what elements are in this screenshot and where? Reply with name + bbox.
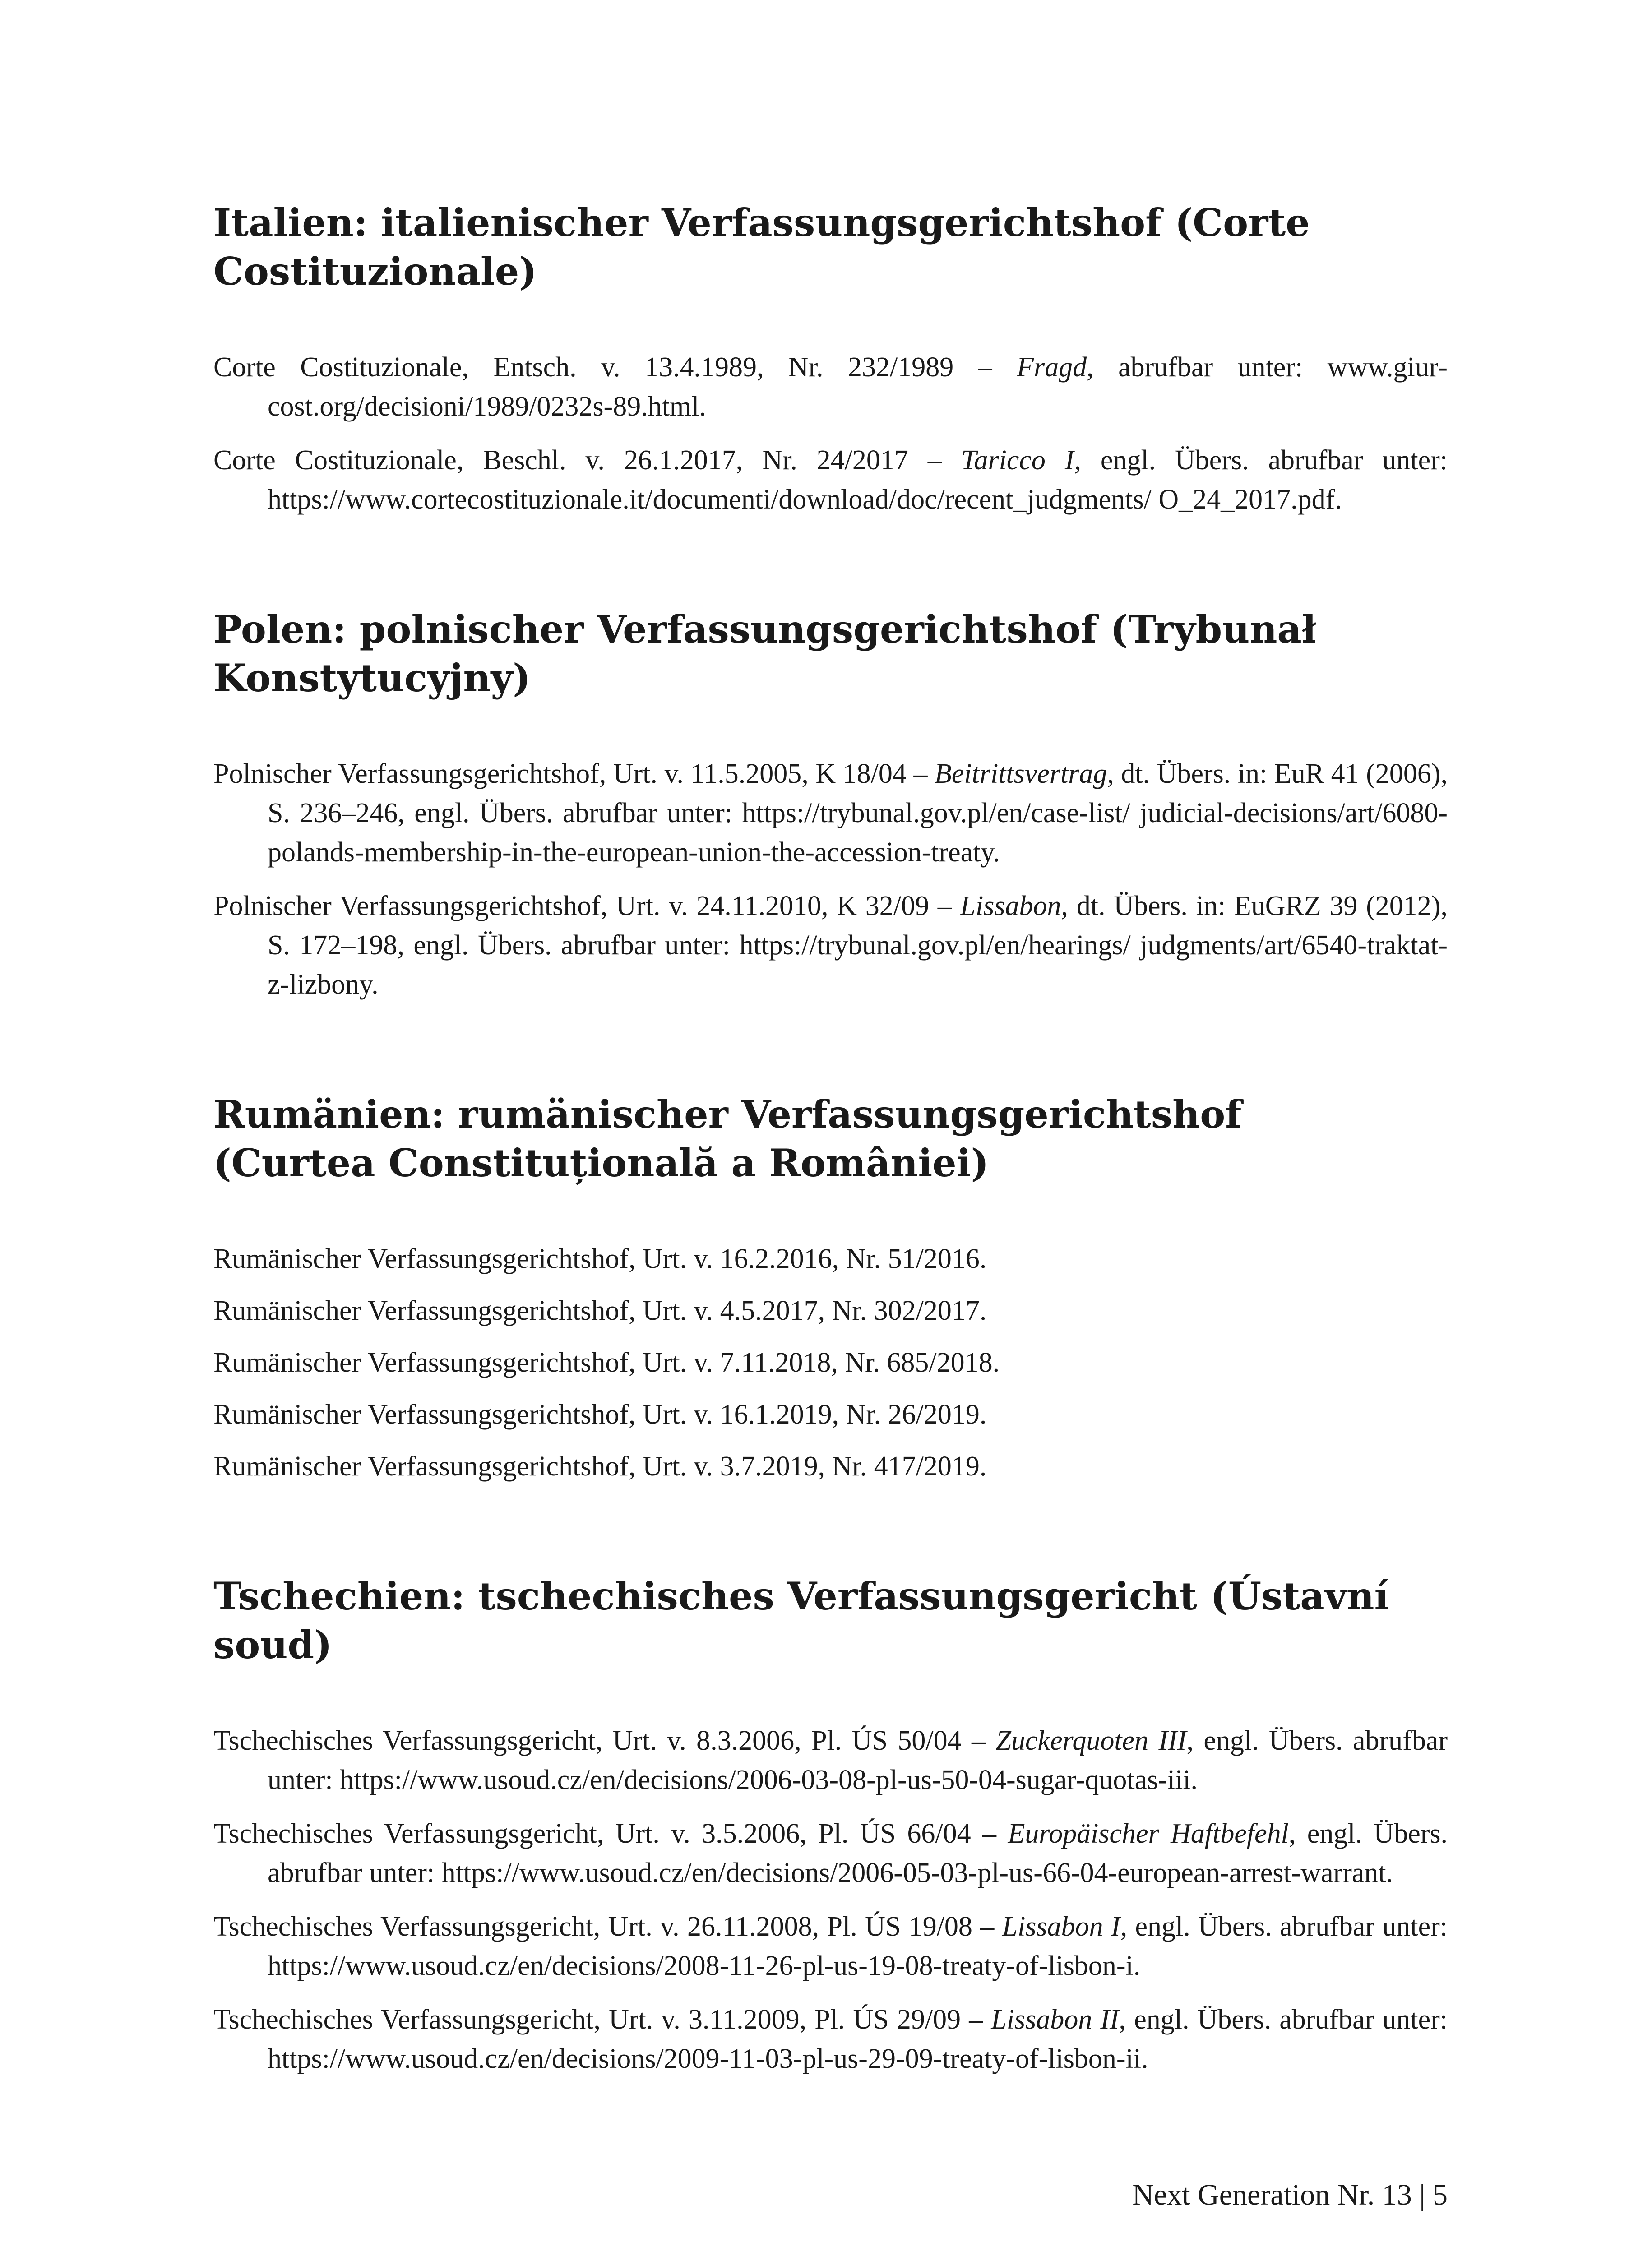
- reference-entry: Corte Costituzionale, Entsch. v. 13.4.1989, Nr. 232/1989 – Fragd, abrufbar unter: www.giurcost.org/decisioni/1989/0232s-89.html.: [213, 352, 1448, 422]
- reference-entry: Corte Costituzionale, Beschl. v. 26.1.2017, Nr. 24/2017 – Taricco I, engl. Übers. abrufbar unter: https://www.cortecostituzionale.it/documenti/download/doc/recent_judgments/ O_24_2017.pdf.: [213, 445, 1448, 515]
- page-footer: Next Generation Nr. 13 | 5: [1132, 2178, 1448, 2211]
- section-italien: [213, 199, 1448, 519]
- page-content: [213, 199, 1448, 2164]
- reference-entry: Rumänischer Verfassungsgerichtshof, Urt. v. 7.11.2018, Nr. 685/2018.: [213, 1347, 1000, 1378]
- reference-entry: Polnischer Verfassungsgerichtshof, Urt. v. 11.5.2005, K 18/04 – Beitrittsvertrag, dt. Übers. in: EuR 41 (2006), S. 236–246, engl. Übers. abrufbar unter: https://trybunal.gov.pl/en/case-list/ judicial-decisions/art/6080-polands-membership-in-the-european-union-the-accession-treaty.: [213, 758, 1448, 868]
- reference-entry: Rumänischer Verfassungsgerichtshof, Urt. v. 16.1.2019, Nr. 26/2019.: [213, 1399, 987, 1430]
- reference-entry: Rumänischer Verfassungsgerichtshof, Urt. v. 16.2.2016, Nr. 51/2016.: [213, 1244, 987, 1274]
- section-heading: Polen: polnischer Verfassungsgerichtshof (Trybunał Konstytucyjny): [213, 607, 1317, 700]
- section-polen: [213, 605, 1448, 1004]
- reference-entry: Rumänischer Verfassungsgerichtshof, Urt. v. 4.5.2017, Nr. 302/2017.: [213, 1295, 987, 1326]
- section-heading: Rumänien: rumänischer Verfassungsgerichtshof (Curtea Constituțională a României): [213, 1092, 1242, 1185]
- reference-entry: Tschechisches Verfassungsgericht, Urt. v. 8.3.2006, Pl. ÚS 50/04 – Zuckerquoten III, engl. Übers. abrufbar unter: https://www.usoud.cz/en/decisions/2006-03-08-pl-us-50-04-sugar-quotas-iii.: [213, 1725, 1448, 1795]
- reference-entry: Polnischer Verfassungsgerichtshof, Urt. v. 24.11.2010, K 32/09 – Lissabon, dt. Übers. in: EuGRZ 39 (2012), S. 172–198, engl. Übers. abrufbar unter: https://trybunal.gov.pl/en/hearings/ judgments/art/6540-traktat-z-lizbony.: [213, 891, 1448, 1000]
- reference-entry: Rumänischer Verfassungsgerichtshof, Urt. v. 3.7.2019, Nr. 417/2019.: [213, 1451, 987, 1482]
- reference-entry: Tschechisches Verfassungsgericht, Urt. v. 26.11.2008, Pl. ÚS 19/08 – Lissabon I, engl. Übers. abrufbar unter: https://www.usoud.cz/en/decisions/2008-11-26-pl-us-19-08-treaty-of-lisbon-i.: [213, 1911, 1448, 1981]
- section-rumaenien: [213, 1090, 1448, 1486]
- section-heading: Italien: italienischer Verfassungsgerichtshof (Corte Costituzionale): [213, 200, 1310, 294]
- section-tschechien: [213, 1572, 1448, 2079]
- section-heading: Tschechien: tschechisches Verfassungsgericht (Ústavní soud): [213, 1574, 1389, 1667]
- reference-entry: Tschechisches Verfassungsgericht, Urt. v. 3.5.2006, Pl. ÚS 66/04 – Europäischer Haftbefehl, engl. Übers. abrufbar unter: https://www.usoud.cz/en/decisions/2006-05-03-pl-us-66-04-european-arrest-warrant.: [213, 1818, 1448, 1888]
- reference-entry: Tschechisches Verfassungsgericht, Urt. v. 3.11.2009, Pl. ÚS 29/09 – Lissabon II, engl. Übers. abrufbar unter: https://www.usoud.cz/en/decisions/2009-11-03-pl-us-29-09-treaty-of-lisbon-ii.: [213, 2004, 1448, 2074]
